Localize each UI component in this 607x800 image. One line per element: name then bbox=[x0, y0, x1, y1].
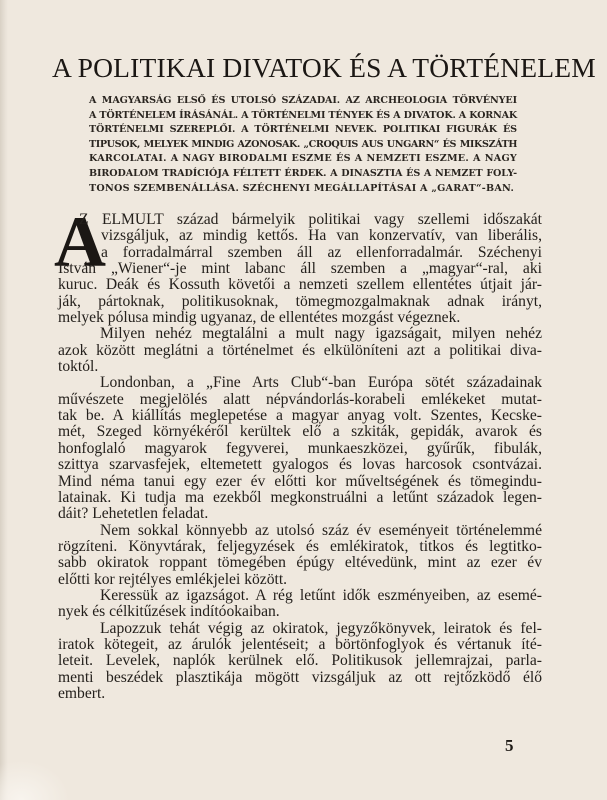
body-line: Z ELMULT század bármelyik politikai vagy szellemi időszakát bbox=[79, 211, 542, 228]
body-line: honfoglaló magyarok fegyverei, munkaeszközei, gyűrűk, fibulák, bbox=[58, 439, 542, 457]
body-line: leteit. Levelek, naplók kerülnek elő. Politikusok jellemrajzai, parla- bbox=[58, 652, 542, 670]
body-line: embert. bbox=[58, 684, 106, 702]
abstract-line: KARCOLATAI. A NAGY BIRODALMI ESZME ÉS A NEMZETI ESZME. A NAGY bbox=[89, 153, 517, 165]
abstract-line: A TÖRTÉNELEM ÍRÁSÁNÁL. A TÖRTÉNELMI TÉNYEK ÉS A DIVATOK. A KORNAK bbox=[89, 109, 517, 121]
body-line: Nem sokkal könnyebb az utolsó száz év eseményeit történelemmé bbox=[100, 521, 542, 539]
body-line: nyek és célkitűzések indítóokaiban. bbox=[58, 603, 280, 621]
body-line: toktól. bbox=[58, 358, 99, 376]
body-line: művészete megjelölés alatt népvándorlás-korabeli emlékeket mutat- bbox=[58, 390, 542, 408]
body-line: István „Wiener“-je mint labanc áll szemben a „magyar“-ral, aki bbox=[58, 260, 542, 278]
body-line: mét, Szeged környékéről kerültek elő a szkiták, gepidák, avarok és bbox=[58, 423, 542, 441]
body-line: Milyen nehéz megtalálni a mult nagy igazságait, milyen nehéz bbox=[100, 325, 542, 343]
body-line: szittya szarvasfejek, eltemetett gyalogos és lovas harcosok csontvázai. bbox=[58, 456, 542, 474]
body-line: tak be. A kiállítás meglepetése a magyar anyag volt. Szentes, Kecske- bbox=[58, 407, 542, 425]
body-line: Mind néma tanui egy ezer év előtti kor műveltségének és tömegindu- bbox=[58, 472, 542, 490]
chapter-abstract bbox=[89, 94, 517, 196]
body-line: melyek pólusa mindig ugyanaz, de ellentétes mozgást végeznek. bbox=[58, 309, 461, 327]
body-line: menti beszédek plasztikája mögött vizsgáljuk az ott rejtőzködő élő bbox=[58, 668, 542, 686]
body-line: azok között meglátni a történelmet és elkülöníteni azt a politikai diva- bbox=[58, 341, 542, 359]
body-line: a forradalmárral szemben áll az ellenforradalmár. Széchenyi bbox=[101, 243, 542, 261]
abstract-line: BIRODALOM TRADÍCIÓJA FÉLTETT ÉRDEK. A DINASZTIA ÉS A NEMZET FOLY- bbox=[89, 167, 517, 179]
abstract-line: TONOS SZEMBENÁLLÁSA. SZÉCHENYI MEGÁLLAPÍTÁSAI A „GARAT“-BAN. bbox=[89, 182, 515, 194]
body-line: sabb okiratok roppant tömegében épúgy eltévedünk, mint az ezer év bbox=[58, 554, 542, 572]
abstract-line: A MAGYARSÁG ELSŐ ÉS UTOLSÓ SZÁZADAI. AZ ARCHEOLOGIA TÖRVÉNYEI bbox=[89, 95, 517, 106]
body-line: Londonban, a „Fine Arts Club“-ban Európa sötét századainak bbox=[100, 374, 542, 392]
drop-cap: A bbox=[54, 202, 106, 282]
page-corner-highlight bbox=[0, 760, 70, 800]
body-line: ják, pártoknak, politikusoknak, tömegmozgalmaknak adnak irányt, bbox=[58, 292, 542, 310]
body-line: rögzíteni. Könyvtárak, feljegyzések és emlékiratok, titkos és legtitko- bbox=[58, 537, 542, 555]
chapter-title: A POLITIKAI DIVATOK ÉS A TÖRTÉNELEM bbox=[52, 52, 596, 83]
abstract-line: TÖRTÉNELMI SZEREPLŐI. A TÖRTÉNELMI NEVEK. POLITIKAI FIGURÁK ÉS bbox=[89, 124, 517, 136]
body-line: latainak. Ki tudja ma ezekből megkonstruálni a letűnt századok legen- bbox=[58, 488, 542, 506]
body-text bbox=[58, 212, 542, 702]
page-binding-shadow bbox=[0, 0, 8, 800]
page-number: 5 bbox=[505, 736, 514, 755]
body-line: Lapozzuk tehát végig az okiratok, jegyzőkönyvek, leiratok és fel- bbox=[100, 619, 542, 637]
body-line: vizsgáljuk, az mindig kettős. Ha van konzervatív, van liberális, bbox=[101, 227, 542, 245]
body-line: Keressük az igazságot. A rég letűnt idők eszményeiben, az esemé- bbox=[100, 586, 542, 604]
abstract-line: TIPUSOK, MELYEK MINDIG AZONOSAK. „CROQUIS AUS UNGARN“ ÉS MIKSZÁTH bbox=[89, 138, 517, 150]
body-line: iratok kötegeit, az árulók jelentéseit; a börtönfoglyok és vértanuk íté- bbox=[58, 635, 542, 653]
body-line: kuruc. Deák és Kossuth követői a nemzeti szellem ellentétes útjait jár- bbox=[58, 276, 542, 294]
body-line: előtti kor rejtélyes emlékjelei között. bbox=[58, 570, 288, 588]
body-line: dáit? Lehetetlen feladat. bbox=[58, 505, 209, 523]
